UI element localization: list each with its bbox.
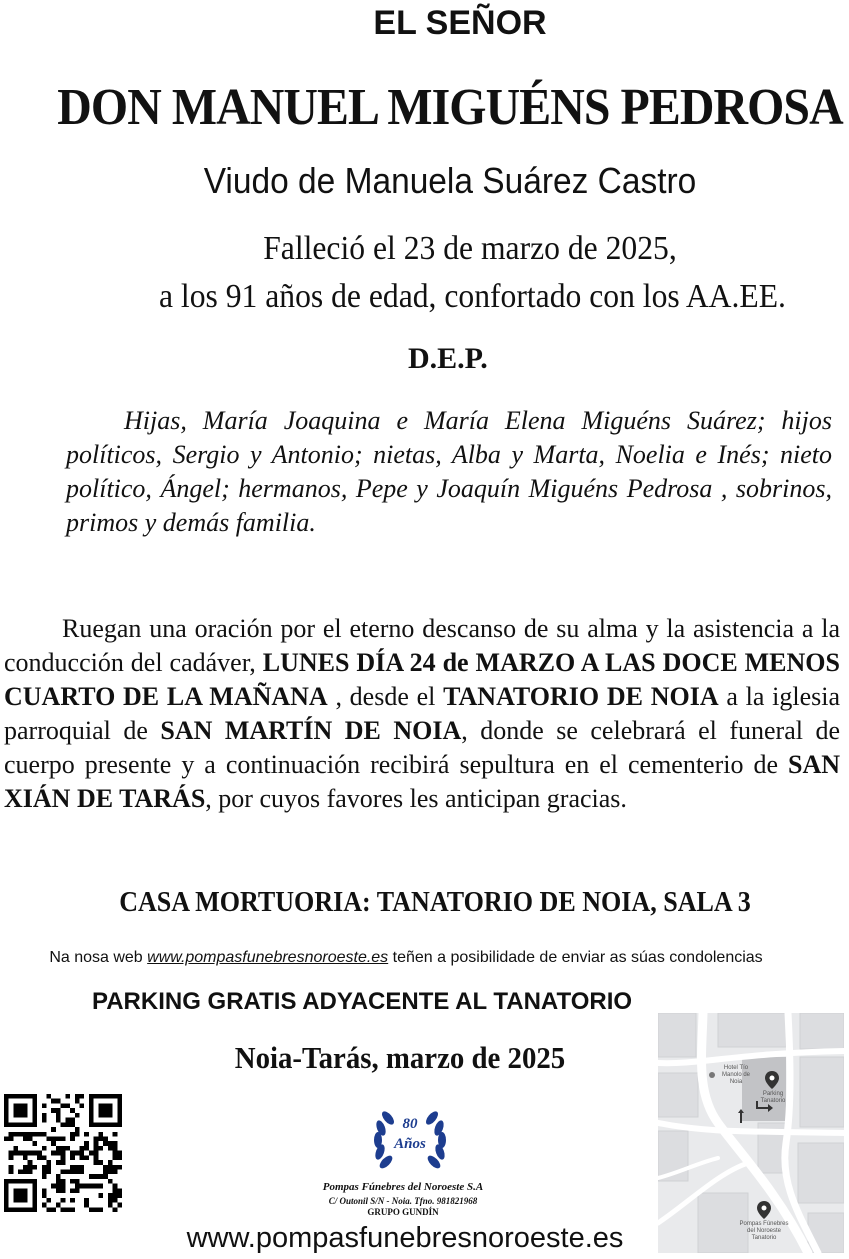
death-line-1: Falleció el 23 de marzo de 2025, [263, 230, 677, 267]
hotel-marker-icon [709, 1072, 715, 1078]
map-streets [658, 1013, 844, 1253]
prayer-church: SAN MARTÍN DE NOIA [160, 716, 462, 745]
web-note-before: Na nosa web [49, 949, 148, 966]
qr-code[interactable] [4, 1094, 122, 1212]
map-label-funeral-home: Pompas Fúnebres del Noroeste Tanatorio [739, 1221, 789, 1241]
prayer-paragraph [4, 612, 840, 816]
prayer-text-5: , por cuyos favores les anticipan gracias. [205, 784, 627, 813]
casa-mortuoria: CASA MORTUORIA: TANATORIO DE NOIA, SALA 3 [119, 887, 751, 918]
prayer-date-time: LUNES DÍA 24 de MARZO A LAS DOCE MENOS CUARTO DE LA MAÑANA [4, 648, 840, 711]
logo-word: Años [394, 1136, 426, 1152]
web-note-link[interactable]: www.pompasfunebresnoroeste.es [147, 949, 389, 966]
company-address: C/ Outonil S/N - Noia. Tfno. 981821968 [328, 1196, 478, 1206]
deceased-name: DON MANUEL MIGUÉNS PEDROSA [57, 79, 843, 136]
widow-line: Viudo de Manuela Suárez Castro [203, 160, 697, 201]
web-note [0, 949, 812, 967]
family-paragraph: Hijas, María Joaquina e María Elena Miguéns Suárez; hijos políticos, Sergio y Antonio; nietas, Alba y Marta, Noelia e Inés; nieto político, Ángel; hermanos, Pepe y Joaquín Miguéns Pedrosa , sobrinos, primos y demás familia. [66, 406, 832, 537]
heading: EL SEÑOR [373, 4, 547, 42]
prayer-text-4: , donde se celebrará el funeral de cuerpo presente y a continuación recibirá sepultura en el cementerio de [4, 716, 840, 779]
map-label-parking: Parking Tanatorio [760, 1091, 786, 1104]
place-date: Noia-Tarás, marzo de 2025 [234, 1040, 566, 1075]
death-line-2: a los 91 años de edad, confortado con los AA.EE. [158, 278, 786, 315]
parking-note: PARKING GRATIS ADYACENTE AL TANATORIO [92, 988, 633, 1015]
prayer-funeral-home: TANATORIO DE NOIA [443, 682, 719, 711]
location-map[interactable] [658, 1013, 844, 1253]
dep-label: D.E.P. [408, 342, 488, 375]
funeral-home-pin-icon [757, 1201, 771, 1219]
prayer-text-1: Ruegan una oración por el eterno descanso de su alma y la asistencia a la conducción del cadáver, [4, 614, 840, 677]
company-name: Pompas Fúnebres del Noroeste S.A [322, 1181, 484, 1193]
map-label-hotel: Hotel Tío Manolo de Noia [721, 1065, 751, 1085]
company-group: GRUPO GUNDÍN [367, 1207, 439, 1217]
prayer-text-3: a la iglesia parroquial de [4, 682, 840, 745]
website-link[interactable]: www.pompasfunebresnoroeste.es [186, 1222, 624, 1254]
logo-number: 80 [402, 1116, 418, 1132]
prayer-cemetery: SAN XIÁN DE TARÁS [4, 750, 840, 813]
web-note-after: teñen a posibilidade de enviar as súas condolencias [388, 949, 763, 966]
prayer-text-2: , desde el [327, 682, 444, 711]
